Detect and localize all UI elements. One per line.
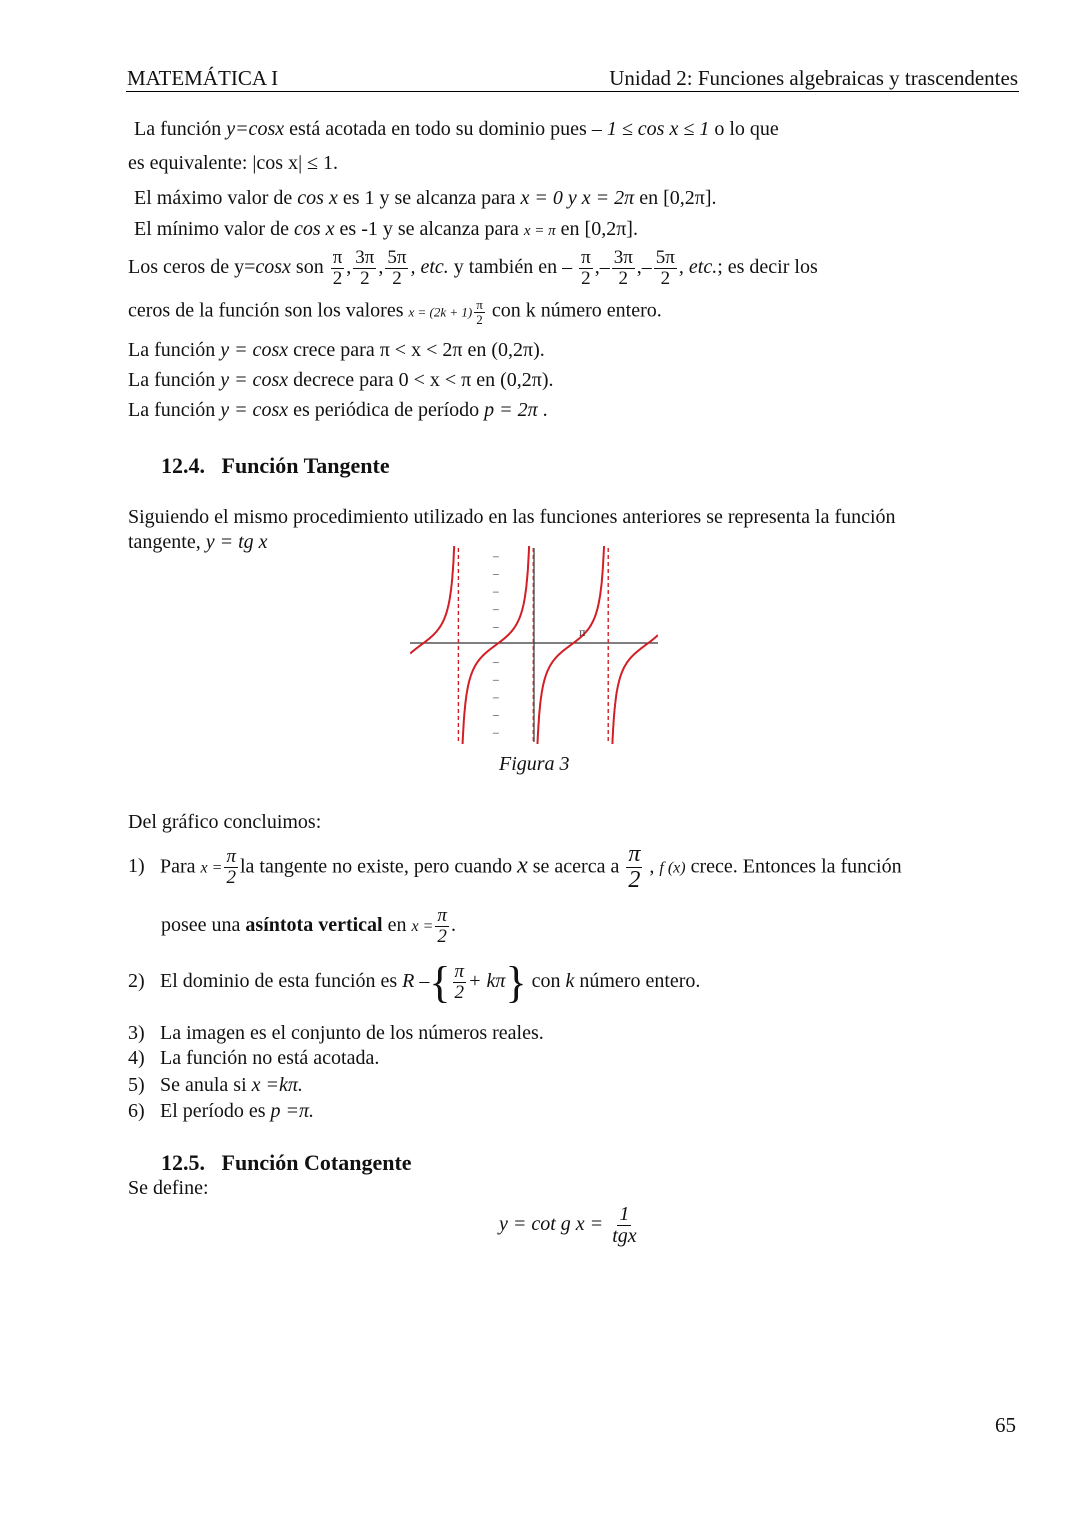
tangent-intro-line2 — [128, 531, 268, 554]
heading-number: 12.5. — [161, 1150, 205, 1175]
tangent-branch — [612, 635, 657, 744]
text: La función — [134, 118, 227, 140]
math: x — [517, 852, 528, 879]
header-left: MATEMÁTICA I — [127, 66, 279, 90]
num: π — [581, 247, 591, 268]
fraction — [331, 248, 345, 289]
brace-open: { — [429, 958, 451, 1008]
den: 2 — [437, 925, 447, 947]
math: cos x — [297, 187, 338, 209]
list-item-1 — [128, 842, 902, 893]
fraction — [579, 248, 593, 289]
cos-zeros-line: Los ceros de y=cosx son $\frac{\pi}{2}$ , $\frac{3\pi}{2}$ , $\frac{5\pi}{2}$ , etc. y también en – $\frac{\pi}{2}$ ,– $\frac{3\pi}{2}$ ,– $\frac{5\pi}{2}$ , etc.; es decir los — [128, 247, 818, 289]
cotangent-formula — [499, 1204, 641, 1247]
page-number: 65 — [995, 1413, 1016, 1437]
den: 2 — [360, 267, 370, 289]
den: 2 — [454, 981, 465, 1003]
conclusion-intro: Del gráfico concluimos: — [128, 811, 322, 833]
asymptote-term: asíntota vertical — [245, 914, 383, 937]
math: – 1 ≤ cos x ≤ 1 — [591, 118, 710, 140]
math: y = tg x — [205, 531, 268, 553]
list-item-1-continuation — [161, 906, 456, 947]
math: |cos x| ≤ 1. — [252, 152, 339, 174]
text: son — [290, 256, 324, 279]
num: π — [476, 297, 483, 312]
graph-pi-label: π — [579, 628, 586, 639]
text: ceros de la función son los valores — [128, 299, 409, 322]
math: y = cosx — [220, 369, 289, 391]
math: y = cosx — [220, 399, 289, 421]
section-heading-cotangent — [161, 1150, 412, 1176]
text: en [0,2π]. — [634, 187, 717, 209]
text: La función — [128, 339, 221, 361]
cos-zeros-general-line — [128, 298, 662, 326]
num: 3π — [355, 247, 375, 268]
item-number: 1) — [128, 855, 145, 878]
heading-title: Función Tangente — [221, 453, 390, 478]
fraction — [610, 1204, 638, 1247]
text: El período es — [160, 1100, 271, 1122]
den: 2 — [226, 867, 236, 889]
list-item-5 — [128, 1074, 303, 1097]
heading-title: Función Cotangente — [221, 1150, 412, 1175]
math: k — [565, 970, 575, 993]
cos-bounded-line — [134, 118, 779, 141]
list-item-4 — [128, 1047, 379, 1070]
math: y = cosx — [220, 339, 289, 361]
den: 2 — [618, 267, 628, 289]
list-item-3 — [128, 1022, 544, 1045]
den: 2 — [581, 267, 591, 289]
num: π — [332, 247, 343, 268]
text: El mínimo valor de — [134, 218, 294, 240]
math: cosx — [255, 256, 291, 279]
tangent-branch — [462, 546, 529, 744]
text: Los ceros de y= — [128, 256, 256, 279]
tangent-intro-line1: Siguiendo el mismo procedimiento utilizado en las funciones anteriores se representa la función — [128, 506, 896, 528]
math: cos x — [293, 218, 335, 240]
fraction — [474, 298, 485, 326]
tangent-graph — [408, 546, 660, 744]
fraction — [612, 248, 635, 289]
header-rule — [126, 91, 1019, 92]
list-item-2 — [128, 958, 701, 1008]
math: p =π. — [270, 1100, 315, 1122]
text: El dominio de esta función es — [160, 970, 403, 993]
fraction — [224, 847, 238, 888]
text: El máximo valor de — [134, 187, 298, 209]
math: p = 2π — [484, 399, 538, 421]
formula-lhs: y = cot g x = — [499, 1213, 604, 1236]
math: x = (2k + 1) — [408, 304, 473, 320]
math: R – — [402, 970, 430, 993]
den: 2 — [392, 267, 402, 289]
text: crece. Entonces la función — [685, 855, 902, 878]
fraction — [626, 842, 642, 893]
item-number: 4) — [128, 1047, 145, 1069]
text: posee una — [161, 914, 246, 937]
den: 2 — [660, 267, 671, 289]
text: La función no está acotada. — [160, 1047, 380, 1069]
cos-min-line — [134, 218, 638, 241]
fraction — [435, 906, 449, 947]
item-number: 2) — [128, 970, 145, 993]
text: Para — [160, 855, 201, 878]
fraction — [453, 962, 467, 1003]
num: π — [628, 841, 641, 867]
den: 2 — [628, 867, 641, 894]
text: decrece para 0 < x < π en (0,2π). — [288, 369, 554, 391]
math: f (x) — [659, 859, 686, 877]
fraction — [353, 248, 376, 289]
text: La función — [128, 399, 221, 421]
text: la tangente no existe, pero cuando — [239, 855, 518, 878]
tangent-branch — [537, 546, 604, 744]
math: , etc. — [410, 256, 449, 279]
text: tangente, — [128, 531, 206, 553]
math: y=cosx — [226, 118, 285, 140]
math: x =kπ. — [251, 1074, 303, 1096]
fraction — [654, 248, 677, 289]
section-heading-tangent — [161, 453, 390, 479]
item-number: 3) — [128, 1022, 145, 1044]
text: , — [644, 855, 660, 878]
text: en — [382, 914, 412, 937]
text: ; es decir los — [717, 256, 818, 279]
text: y también en – — [448, 256, 573, 279]
tangent-branch — [410, 546, 454, 654]
num: 5π — [655, 247, 675, 268]
cos-decreasing-line — [128, 369, 554, 392]
text: La imagen es el conjunto de los números reales. — [160, 1022, 544, 1044]
num: 3π — [613, 247, 633, 268]
text: se acerca a — [527, 855, 625, 878]
num: π — [454, 961, 465, 982]
item-number: 5) — [128, 1074, 145, 1096]
text: con k número entero. — [486, 299, 662, 322]
num: 5π — [387, 247, 407, 268]
num: π — [437, 905, 447, 926]
text: es equivalente: — [128, 152, 253, 174]
num: π — [226, 846, 236, 868]
text: es -1 y se alcanza para — [334, 218, 524, 240]
text: La función — [128, 369, 221, 391]
fraction — [385, 248, 408, 289]
cos-increasing-line — [128, 339, 545, 362]
math: x = — [200, 859, 223, 877]
item-number: 6) — [128, 1100, 145, 1122]
math: , etc. — [678, 256, 718, 279]
den: 2 — [476, 311, 483, 327]
cos-max-line — [134, 187, 716, 210]
text: con — [526, 970, 566, 993]
num: 1 — [619, 1203, 630, 1225]
text: es 1 y se alcanza para — [337, 187, 521, 209]
den: 2 — [332, 267, 343, 289]
text: es periódica de período — [288, 399, 485, 421]
list-item-6 — [128, 1100, 314, 1123]
text: o lo que — [709, 118, 779, 140]
math: x = — [411, 918, 434, 936]
text: en [0,2π]. — [555, 218, 638, 240]
text: crece para π < x < 2π en (0,2π). — [288, 339, 545, 361]
math: + kπ — [468, 970, 506, 993]
math: x = π — [523, 223, 556, 239]
header-right: Unidad 2: Funciones algebraicas y trascendentes — [609, 66, 1018, 90]
cos-periodic-line — [128, 399, 548, 422]
asymptotes — [458, 548, 608, 742]
text: . — [450, 914, 456, 937]
brace-close: } — [505, 958, 527, 1008]
text: Se anula si — [160, 1074, 252, 1096]
figure-caption: Figura 3 — [499, 753, 570, 775]
cos-equivalent-line — [128, 152, 338, 175]
text: . — [537, 399, 548, 421]
math: x = 0 y x = 2π — [520, 187, 635, 209]
heading-number: 12.4. — [161, 453, 205, 478]
text: número entero. — [574, 970, 701, 993]
text: está acotada en todo su dominio pues — [284, 118, 592, 140]
den: tgx — [612, 1225, 637, 1247]
cotangent-define: Se define: — [128, 1177, 209, 1199]
